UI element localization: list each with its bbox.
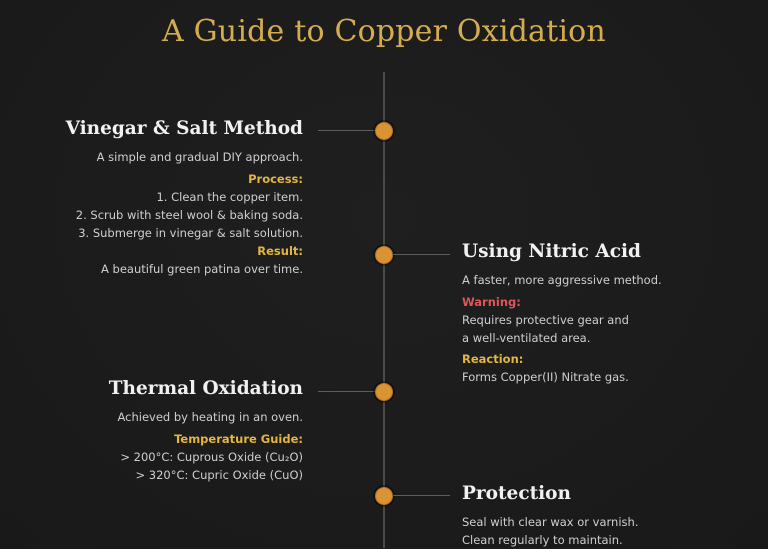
protection-text: Seal with clear wax or varnish. <box>462 515 639 529</box>
warning-text: Requires protective gear and <box>462 313 629 327</box>
warning-text: a well-ventilated area. <box>462 331 591 345</box>
connector-line <box>318 130 376 131</box>
connector-line <box>392 254 450 255</box>
timeline-dot <box>375 122 393 140</box>
section-heading: Thermal Oxidation <box>108 378 303 399</box>
temperature-guide-line: > 320°C: Cupric Oxide (CuO) <box>135 468 303 482</box>
protection-text: Clean regularly to maintain. <box>462 533 623 547</box>
result-text: A beautiful green patina over time. <box>101 262 303 276</box>
section-heading: Protection <box>462 483 571 504</box>
process-label: Process: <box>248 172 303 186</box>
section-description: A faster, more aggressive method. <box>462 273 662 287</box>
section-heading: Using Nitric Acid <box>462 241 641 262</box>
reaction-label: Reaction: <box>462 352 524 366</box>
reaction-text: Forms Copper(II) Nitrate gas. <box>462 370 629 384</box>
timeline-dot <box>375 246 393 264</box>
timeline-dot <box>375 487 393 505</box>
section-thermal-oxidation <box>23 376 303 484</box>
process-step: 3. Submerge in vinegar & salt solution. <box>78 226 303 240</box>
connector-line <box>318 391 376 392</box>
section-vinegar-salt <box>23 116 303 278</box>
process-step: 1. Clean the copper item. <box>156 190 303 204</box>
process-step: 2. Scrub with steel wool & baking soda. <box>75 208 303 222</box>
temperature-guide-label: Temperature Guide: <box>174 432 303 446</box>
section-description: A simple and gradual DIY approach. <box>96 150 303 164</box>
page-title: A Guide to Copper Oxidation <box>162 14 606 49</box>
timeline-line <box>383 72 385 548</box>
section-heading: Vinegar & Salt Method <box>65 118 303 139</box>
section-description: Achieved by heating in an oven. <box>117 410 303 424</box>
section-nitric-acid <box>462 239 722 386</box>
result-label: Result: <box>257 244 303 258</box>
temperature-guide-line: > 200°C: Cuprous Oxide (Cu₂O) <box>120 450 303 464</box>
section-protection <box>462 481 722 549</box>
warning-label: Warning: <box>462 295 521 309</box>
connector-line <box>392 495 450 496</box>
timeline-dot <box>375 383 393 401</box>
